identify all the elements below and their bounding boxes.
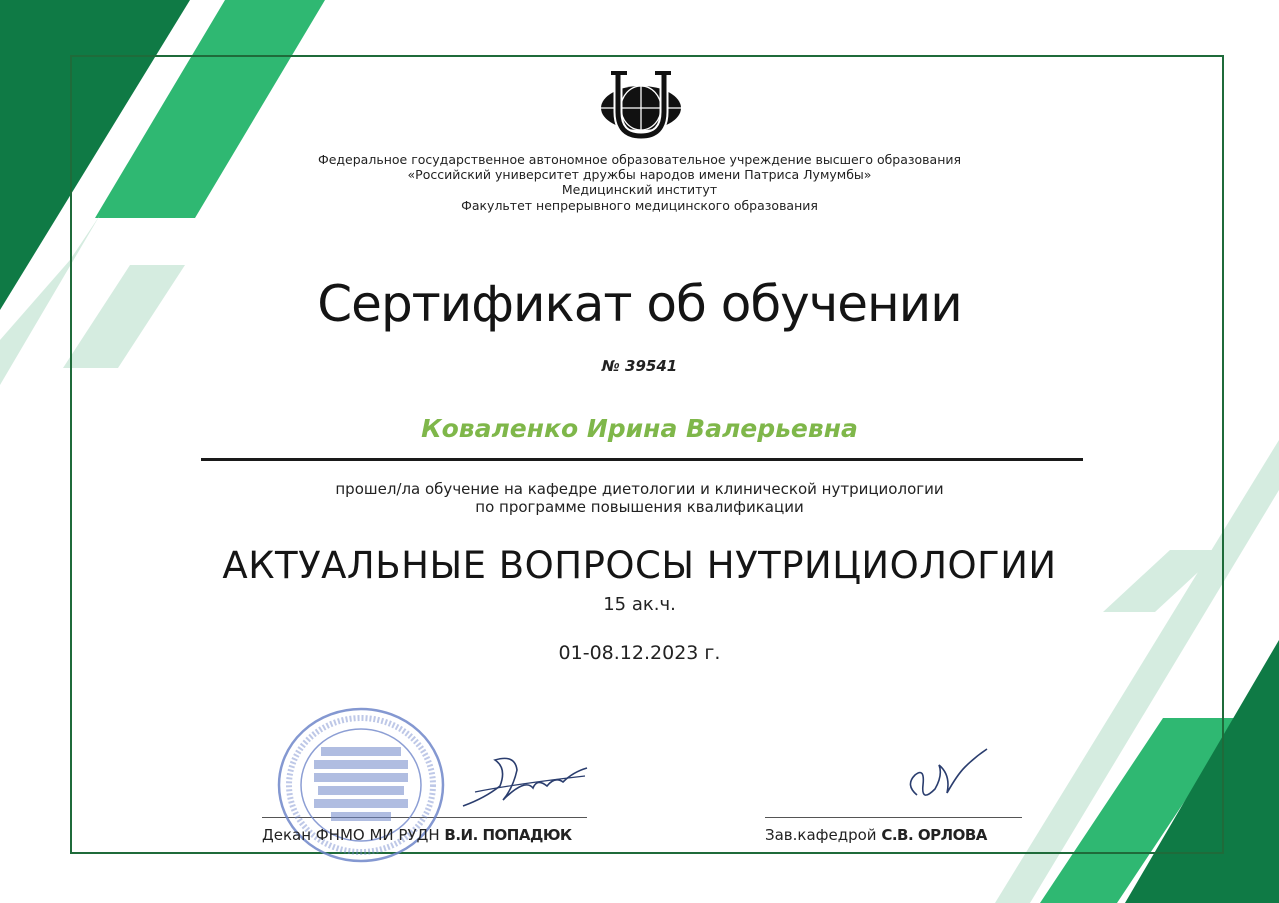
description-line-1: прошел/ла обучение на кафедре диетологии и клинической нутрициологии xyxy=(335,480,944,498)
left-handwritten-signature xyxy=(455,748,595,818)
org-line-2: «Российский университет дружбы народов имени Патриса Лумумбы» xyxy=(407,167,872,182)
program-hours: 15 ак.ч. xyxy=(603,594,676,615)
right-signer-role: Зав.кафедрой xyxy=(765,826,877,844)
right-signature-line xyxy=(765,817,1022,818)
recipient-name: Коваленко Ирина Валерьевна xyxy=(421,414,858,443)
left-signer-name: В.И. ПОПАДЮК xyxy=(444,826,572,844)
certificate-number: № 39541 xyxy=(601,357,678,375)
left-signer-role: Декан ФНМО МИ РУДН xyxy=(262,826,440,844)
certificate-title: Сертификат об обучении xyxy=(317,275,962,333)
right-handwritten-signature xyxy=(895,745,995,815)
org-line-3: Медицинский институт xyxy=(561,182,718,197)
program-title: АКТУАЛЬНЫЕ ВОПРОСЫ НУТРИЦИОЛОГИИ xyxy=(222,544,1057,587)
org-line-1: Федеральное государственное автономное образовательное учреждение высшего образования xyxy=(317,152,962,167)
program-dates: 01-08.12.2023 г. xyxy=(558,642,721,664)
description-line-2: по программе повышения квалификации xyxy=(475,498,804,516)
rudn-logo-icon xyxy=(598,68,684,142)
right-signature-caption xyxy=(765,826,987,844)
left-signature-caption xyxy=(262,826,572,844)
right-signer-name: С.В. ОРЛОВА xyxy=(881,826,987,844)
recipient-underline xyxy=(201,458,1083,461)
org-line-4: Факультет непрерывного медицинского образования xyxy=(461,198,818,213)
